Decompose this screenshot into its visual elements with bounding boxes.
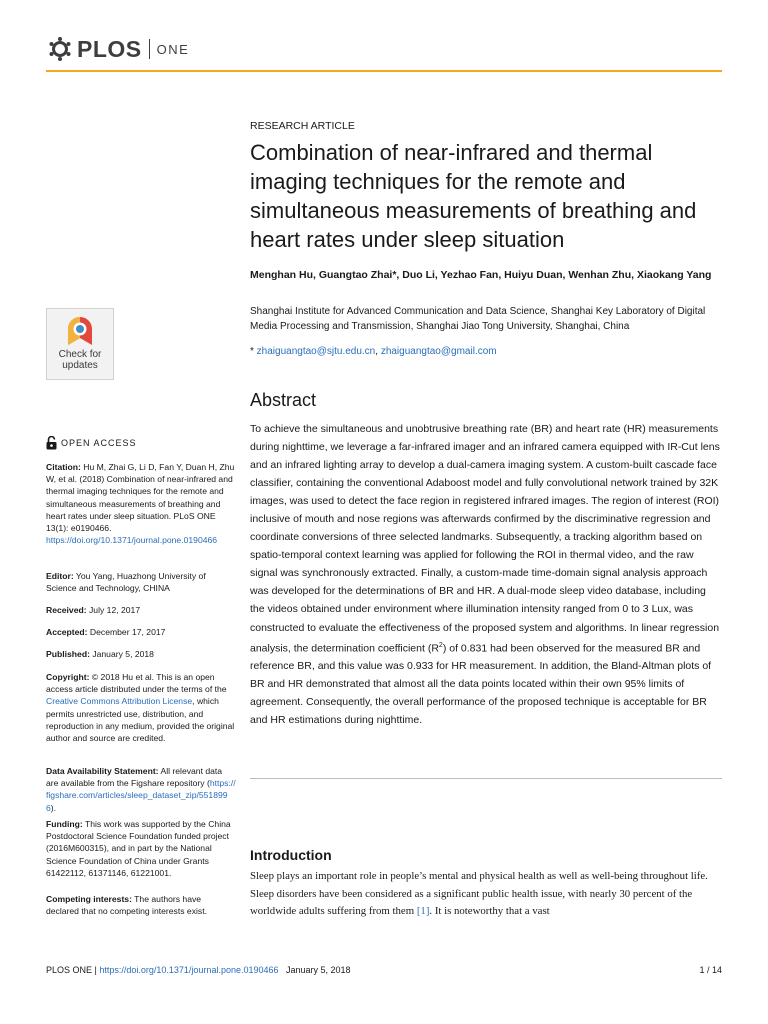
competing-interests-label: Competing interests: bbox=[46, 894, 132, 904]
accepted-block bbox=[46, 626, 236, 638]
footer-doi-link[interactable]: https://doi.org/10.1371/journal.pone.0190466 bbox=[99, 965, 279, 975]
data-availability-block bbox=[46, 765, 236, 814]
citation-doi-link[interactable]: https://doi.org/10.1371/journal.pone.0190466 bbox=[46, 535, 218, 546]
abstract-heading: Abstract bbox=[250, 390, 317, 410]
editor-label: Editor: bbox=[46, 571, 74, 581]
introduction-heading: Introduction bbox=[250, 847, 332, 863]
data-availability-text-1: All relevant data are available from the Figshare repository ( bbox=[46, 766, 223, 789]
logo-text: PLOS bbox=[77, 35, 142, 62]
data-availability-text-2: ). bbox=[50, 802, 57, 813]
citation-block bbox=[46, 461, 236, 546]
plos-logo[interactable] bbox=[46, 34, 189, 64]
corresp-marker: * bbox=[250, 346, 257, 357]
superscript: 2 bbox=[438, 641, 443, 649]
received-date: July 12, 2017 bbox=[86, 605, 141, 615]
editor-text: You Yang, Huazhong University of Science and Technology, CHINA bbox=[46, 571, 206, 594]
competing-interests-text: The authors have declared that no competing interests exist. bbox=[46, 894, 207, 917]
article-type: RESEARCH ARTICLE bbox=[250, 120, 355, 132]
published-label: Published: bbox=[46, 649, 90, 659]
abstract-text-part-1: To achieve the simultaneous and unobtrusive breathing rate (BR) and heart rate (HR) measurements during nighttime, we leverage a far-infrared imager and an infrared camera equipped with IR-Cut lens and an infrared lighting array to develop a dual-camera imaging system. A custom-built cascade face classifier, containing the conventional Adaboost model and fully convolutional network trained by 32K images, was used to detect the face region in registered infrared images. The region of interest (ROI) inclusive of mouth and nose regions was afterwards confirmed by the discriminative regression and coordinate conversions of three selected landmarks. Subsequently, a tracking algorithm based on spatio-temporal context learning was applied for following the ROI in thermal video, and the raw signal was synchronously extracted. Finally, a custom-made time-domain signal analysis approach was developed for the determinations of BR and HR. A dual-mode sleep video database, including the videos obtained under environment where illumination intensity ranged from 0 to 3 Lux, was constructed to evaluate the effectiveness of the proposed system and algorithms. In linear regression analysis, the determination coefficient (R bbox=[250, 423, 720, 655]
open-access-text: OPEN ACCESS bbox=[61, 438, 137, 448]
figshare-link[interactable]: https://figshare.com/articles/sleep_dataset_zip/5518996 bbox=[46, 778, 236, 813]
intro-text-part-1: Sleep plays an important role in people’s mental and physical health as well as well-being throughout life. Sleep disorders have been considered as a significant public health issue, with nearly 30 percent of the worldwide adults suffering from them bbox=[250, 870, 708, 917]
journal-name: ONE bbox=[156, 41, 190, 57]
license-link[interactable]: Creative Commons Attribution License bbox=[46, 696, 193, 707]
check-for-updates-badge[interactable] bbox=[46, 308, 114, 380]
abstract-divider bbox=[250, 778, 722, 779]
published-block bbox=[46, 648, 236, 660]
introduction-body bbox=[250, 868, 720, 921]
copyright-text-2: , which permits unrestricted use, distribution, and reproduction in any medium, provided the original author and source are credited. bbox=[46, 696, 235, 744]
funding-text: This work was supported by the China Postdoctoral Science Foundation funded project (2016M600315), and in part by the National Science Foundation of China under Grants 61422112, 61371146, 61221001. bbox=[46, 819, 231, 878]
open-lock-icon bbox=[46, 436, 57, 450]
copyright-text-1: © 2018 Hu et al. This is an open access article distributed under the terms of the bbox=[46, 672, 227, 695]
editor-block bbox=[46, 570, 236, 594]
funding-block bbox=[46, 818, 236, 879]
citation-text: Hu M, Zhai G, Li D, Fan Y, Duan H, Zhu W, et al. (2018) Combination of near-infrared and thermal imaging techniques for the remote and simultaneous measurements of breathing and heart rates under sleep situation. PLoS ONE 13(1): e0190466. bbox=[46, 462, 235, 534]
published-date: January 5, 2018 bbox=[89, 649, 154, 659]
corresponding-author bbox=[250, 346, 497, 357]
open-access-label bbox=[46, 436, 137, 450]
badge-line-2: updates bbox=[62, 360, 98, 371]
competing-interests-block bbox=[46, 893, 236, 917]
affiliation: Shanghai Institute for Advanced Communication and Data Science, Shanghai Key Laboratory of Digital Media Processing and Transmission, Shanghai Jiao Tong University, Shanghai, China bbox=[250, 306, 706, 332]
footer-journal: PLOS ONE | bbox=[46, 965, 100, 975]
header-rule bbox=[46, 70, 722, 72]
copyright-block bbox=[46, 671, 236, 744]
footer-date: January 5, 2018 bbox=[278, 965, 351, 975]
page-footer bbox=[46, 965, 722, 975]
accepted-label: Accepted: bbox=[46, 627, 88, 637]
email-link-2[interactable]: zhaiguangtao@gmail.com bbox=[380, 346, 497, 357]
funding-label: Funding: bbox=[46, 819, 83, 829]
abstract-text-part-2: ) of 0.831 had been observed for the measured BR and reference BR, and this value was 0.933 for HR measurement. In addition, the Bland-Altman plots of BR and HR demonstrated that almost all the data points located within their own 95% limits of agreement. Consequently, the overall performance of the proposed technique is acceptable for BR and HR estimations during nighttime. bbox=[250, 642, 712, 727]
badge-line-1: Check for bbox=[58, 349, 102, 360]
abstract-body bbox=[250, 420, 720, 729]
accepted-date: December 17, 2017 bbox=[87, 627, 166, 637]
crossmark-icon bbox=[65, 315, 95, 347]
page-number: 1 / 14 bbox=[699, 965, 722, 975]
plos-logo-icon bbox=[46, 35, 74, 63]
email-link-1[interactable]: zhaiguangtao@sjtu.edu.cn bbox=[256, 346, 376, 357]
data-availability-label: Data Availability Statement: bbox=[46, 766, 159, 776]
intro-text-part-2: . It is noteworthy that a vast bbox=[429, 905, 550, 917]
received-block bbox=[46, 604, 236, 616]
email-separator: , bbox=[375, 346, 381, 357]
received-label: Received: bbox=[46, 605, 87, 615]
citation-label: Citation: bbox=[46, 462, 81, 472]
logo-divider bbox=[149, 39, 150, 59]
author-list: Menghan Hu, Guangtao Zhai*, Duo Li, Yezhao Fan, Huiyu Duan, Wenhan Zhu, Xiaokang Yang bbox=[250, 269, 712, 281]
copyright-label: Copyright: bbox=[46, 672, 90, 682]
article-title: Combination of near-infrared and thermal imaging techniques for the remote and simultaneous measurements of breathing and heart rates under sleep situation bbox=[250, 140, 697, 252]
reference-link[interactable]: [1] bbox=[416, 905, 430, 917]
